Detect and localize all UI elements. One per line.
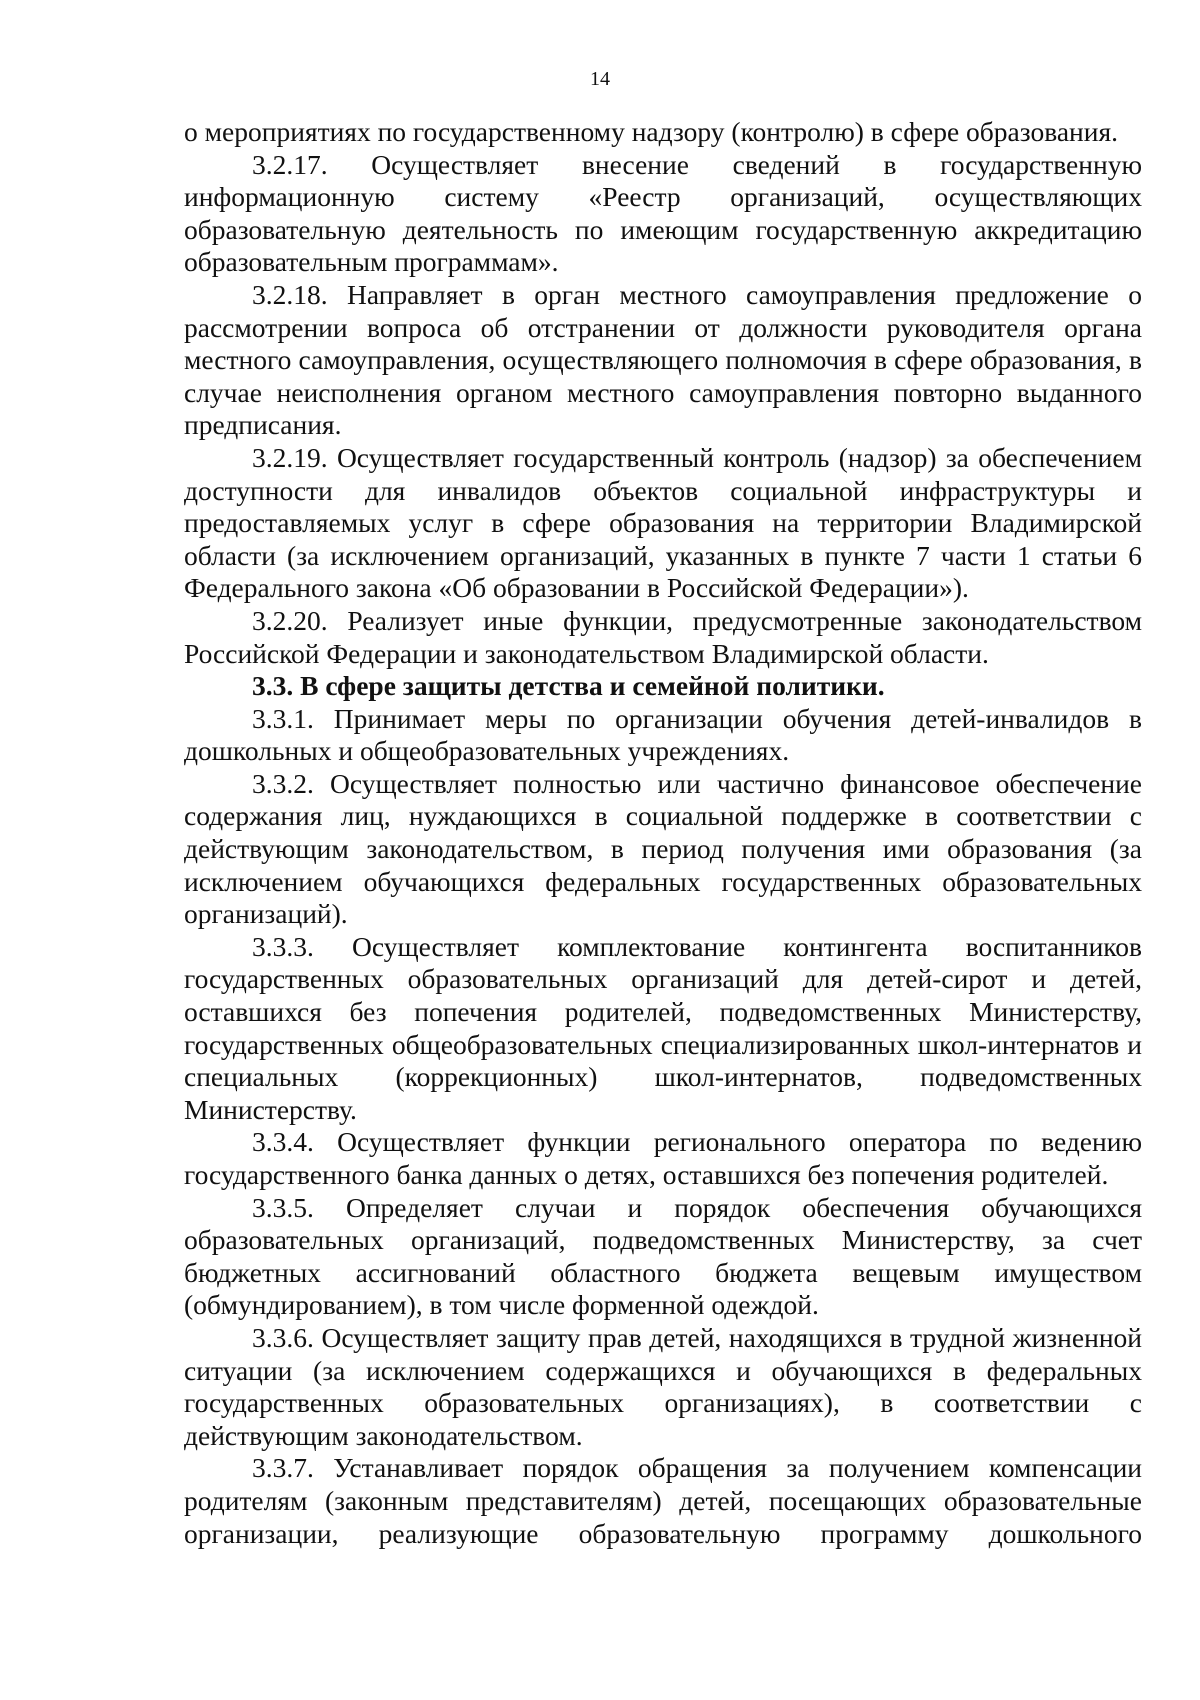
paragraph-3-3-3: 3.3.3. Осуществляет комплектование контингента воспитанников государственных образовательных организаций для детей-сирот и детей, оставшихся без попечения родителей, подведомственных Министерству, государственных общеобразовательных специализированных школ-интернатов и специальных (коррекционных) школ-интернатов, подведомственных Министерству. (184, 930, 1142, 1125)
paragraph-3-2-20: 3.2.20. Реализует иные функции, предусмотренные законодательством Российской Федерации и законодательством Владимирской области. (184, 604, 1142, 669)
paragraph-3-2-19: 3.2.19. Осуществляет государственный контроль (надзор) за обеспечением доступности для инвалидов объектов социальной инфраструктуры и предоставляемых услуг в сфере образования на территории Владимирской области (за исключением организаций, указанных в пункте 7 части 1 статьи 6 Федерального закона «Об образовании в Российской Федерации»). (184, 441, 1142, 604)
paragraph-3-3-4: 3.3.4. Осуществляет функции регионального оператора по ведению государственного банка данных о детях, оставшихся без попечения родителей. (184, 1126, 1142, 1190)
document-body (184, 116, 1142, 1550)
section-heading-3-3: 3.3. В сфере защиты детства и семейной политики. (252, 670, 885, 702)
paragraph-continuation: о мероприятиях по государственному надзору (контролю) в сфере образования. (184, 116, 1118, 147)
paragraph-3-3-6: 3.3.6. Осуществляет защиту прав детей, находящихся в трудной жизненной ситуации (за исключением содержащихся и обучающихся в федеральных государственных образовательных организациях), в соответствии с действующим законодательством. (184, 1321, 1142, 1451)
paragraph-3-3-5: 3.3.5. Определяет случаи и порядок обеспечения обучающихся образовательных организаций, подведомственных Министерству, за счет бюджетных ассигнований областного бюджета вещевым имуществом (обмундированием), в том числе форменной одеждой. (184, 1191, 1142, 1321)
paragraph-3-2-17: 3.2.17. Осуществляет внесение сведений в государственную информационную систему «Реестр организаций, осуществляющих образовательную деятельность по имеющим государственную аккредитацию образовательным программам». (184, 148, 1142, 278)
paragraph-3-3-1: 3.3.1. Принимает меры по организации обучения детей-инвалидов в дошкольных и общеобразовательных учреждениях. (184, 702, 1142, 767)
paragraph-3-3-2: 3.3.2. Осуществляет полностью или частично финансовое обеспечение содержания лиц, нуждающихся в социальной поддержке в соответствии с действующим законодательством, в период получения ими образования (за исключением обучающихся федеральных государственных образовательных организаций). (184, 767, 1142, 930)
page-number: 14 (590, 68, 610, 90)
paragraph-3-2-18: 3.2.18. Направляет в орган местного самоуправления предложение о рассмотрении вопроса об отстранении от должности руководителя органа местного самоуправления, осуществляющего полномочия в сфере образования, в случае неисполнения органом местного самоуправления повторно выданного предписания. (184, 278, 1142, 441)
paragraph-3-3-7: 3.3.7. Устанавливает порядок обращения за получением компенсации родителям (законным представителям) детей, посещающих образовательные организации, реализующие образовательную программу дошкольного (184, 1452, 1142, 1549)
